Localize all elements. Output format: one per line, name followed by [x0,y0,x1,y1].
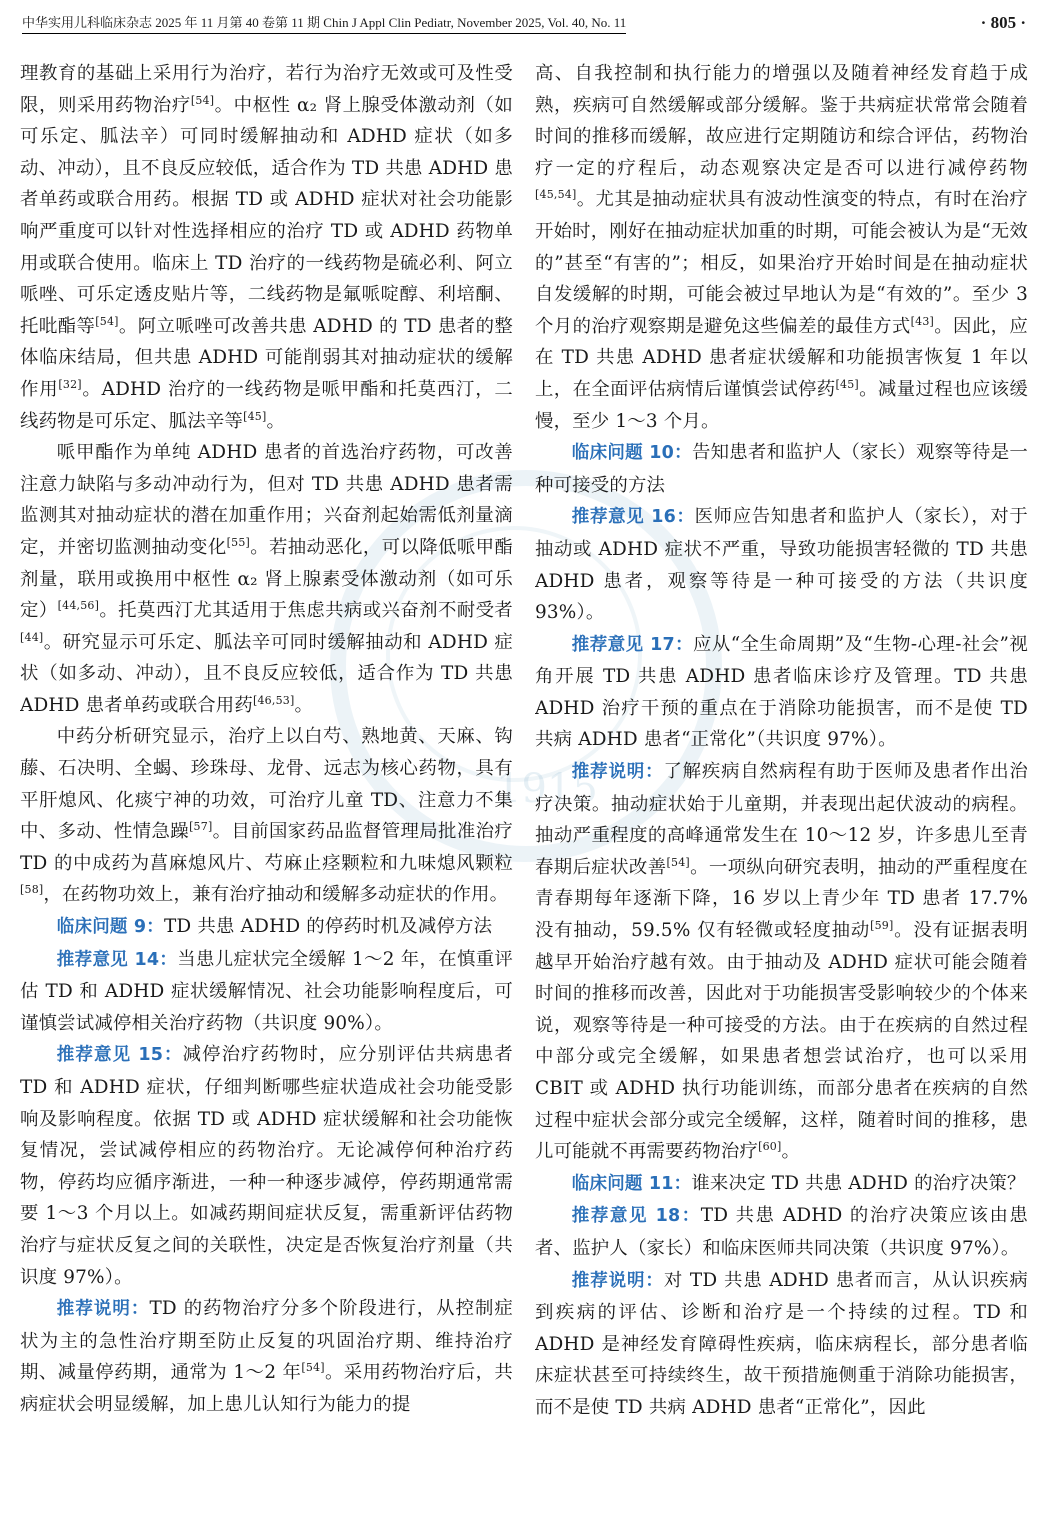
recommendation-text: TD 共患 ADHD 的治疗决策应该由患者、监护人（家长）和临床医师共同决策（共识度 97%）。 [535,1205,1028,1259]
text-run: 。一项纵向研究表明，抽动的严重程度在青春期每年逐渐下降，16 岁以上青少年 TD 患者 17.7% 没有抽动，59.5% 仅有轻微或轻度抽动 [535,856,1028,942]
text-run: 了解疾病自然病程有助于医师及患者作出治疗决策。抽动症状始于儿童期，并表现出起伏波动的病程。抽动严重程度的高峰通常发生在 10～12 岁，许多患儿至青春期后症状改善 [535,761,1028,878]
left-column [20,58,513,1520]
text-run: 哌甲酯作为单纯 ADHD 患者的首选治疗药物，可改善注意力缺陷与多动冲动行为，但对 TD 共患 ADHD 患者需监测其对抽动症状的潜在加重作用；兴奋剂起始需低剂量滴定，并密切监测抽动变化 [20,442,513,558]
citation-ref: [54] [301,1361,325,1375]
citation-ref: [54] [95,314,119,328]
text-run: 。研究显示可乐定、胍法辛可同时缓解抽动和 ADHD 症状（如多动、冲动），且不良反应较低，适合作为 TD 共患 ADHD 患者单药或联合用药 [20,631,513,716]
recommendation-15 [20,1039,513,1293]
citation-ref: [45] [835,377,859,391]
clinical-question-10 [535,437,1028,501]
recommendation-18 [535,1200,1028,1264]
recommendation-text: 当患儿症状完全缓解 1～2 年，在慎重评估 TD 和 ADHD 症状缓解情况、社会功能影响程度后，可谨慎尝试减停相关治疗药物（共识度 90%）。 [20,948,513,1034]
recommendation-label: 推荐意见 18： [571,1206,701,1227]
citation-ref: [57] [189,820,213,834]
citation-ref: [58] [20,883,44,897]
text-run: ，在药物功效上，兼有治疗抽动和缓解多动症状的作用。 [43,884,509,906]
text-run: 。目前国家药品监督管理局批准治疗 TD 的中成药为菖麻熄风片、芍麻止痉颗粒和九味熄风颗粒 [20,821,513,874]
text-run: 理教育的基础上采用行为治疗，若行为治疗无效或可及性受限，则采用药物治疗 [20,63,513,116]
question-text: TD 共患 ADHD 的停药时机及减停方法 [163,916,493,938]
recommendation-text: 应从“全生命周期”及“生物-心理-社会”视角开展 TD 共患 ADHD 患者临床诊疗及管理。TD 共患 ADHD 治疗干预的重点在于消除功能损害，而不是使 TD 共病 ADHD 患者“正常化”（共识度 97%）。 [535,633,1028,751]
recommendation-16 [535,501,1028,628]
text-run: 。 [266,410,286,432]
recommendation-text: 医师应告知患者和监护人（家长），对于抽动或 ADHD 症状不严重，导致功能损害轻微的 TD 共患 ADHD 患者，观察等待是一种可接受的方法（共识度 93%）。 [535,506,1028,624]
text-run: 。尤其是抽动症状具有波动性演变的特点，有时在治疗开始时，刚好在抽动症状加重的时期，可能会被认为是“无效的”甚至“有害的”；相反，如果治疗开始时间是在抽动症状自发缓解的时期，可能会被过早地认为是“有效的”。至少 3 个月的治疗观察期是避免这些偏差的最佳方式 [535,189,1028,337]
question-label: 临床问题 9： [56,917,164,938]
recommendation-14 [20,944,513,1040]
recommendation-label: 推荐意见 16： [571,507,695,528]
running-header [22,8,1026,38]
text-run: 。若抽动恶化，可以降低哌甲酯剂量，联用或换用中枢性 α₂ 肾上腺素受体激动剂（如可乐定） [20,536,513,622]
recommendation-label: 推荐意见 14： [56,949,178,970]
text-run: 。因此，应在 TD 共患 ADHD 患者症状缓解和功能损害恢复 1 年以上，在全面评估病情后谨慎尝试停药 [535,315,1028,400]
citation-ref: [45] [243,409,267,423]
question-label: 临床问题 10： [571,443,692,464]
paragraph-methylphenidate [20,437,513,721]
question-text: 告知患者和监护人（家长）观察等待是一种可接受的方法 [535,442,1028,496]
question-label: 临床问题 11： [571,1173,692,1194]
citation-ref: [32] [58,377,82,391]
clinical-question-11 [535,1168,1028,1201]
explanation-2 [535,756,1028,1168]
text-run: 。中枢性 α₂ 肾上腺受体激动剂（如可乐定、胍法辛）可同时缓解抽动和 ADHD 症状（如多动、冲动），且不良反应较低，适合作为 TD 共患 ADHD 患者单药或联合用药。根据 TD 或 ADHD 症状对社会功能影响严重度可以针对性选择相应的治疗 TD 或 ADHD 药物单用或联合使用。临床上 TD 治疗的一线药物是硫必利、阿立哌唑、可乐定透皮贴片等，二线药物是氟哌啶醇、利培酮、托吡酯等 [20,94,513,337]
text-run: 。没有证据表明越早开始治疗越有效。由于抽动及 ADHD 症状可能会随着时间的推移而改善，因此对于功能损害受影响较少的个体来说，观察等待是一种可接受的方法。由于在疾病的自然过程中部分或完全缓解，如果患者想尝试治疗，也可以采用 CBIT 或 ADHD 执行功能训练，而部分患者在疾病的自然过程中症状会部分或完全缓解，这样，随着时间的推移，患儿可能就不再需要药物治疗 [535,920,1028,1163]
journal-citation: 中华实用儿科临床杂志 2025 年 11 月第 40 卷第 11 期 Chin J Appl Clin Pediatr, November 2025, Vol. 40, No. 11 [22,12,626,34]
paragraph-continuation [535,58,1028,437]
paragraph-tcm [20,721,513,911]
citation-ref: [55] [226,535,251,549]
citation-ref: [54] [666,855,690,869]
text-run: TD 的药物治疗分多个阶段进行，从控制症状为主的急性治疗期至防止反复的巩固治疗期、维持治疗期、减量停药期，通常为 1～2 年 [20,1298,513,1384]
recommendation-label: 推荐意见 15： [56,1045,183,1066]
clinical-question-9 [20,911,513,944]
explanation-label: 推荐说明： [571,1270,664,1291]
text-run: 。采用药物治疗后，共病症状会明显缓解，加上患儿认知行为能力的提 [20,1362,513,1415]
citation-ref: [46,53] [252,693,295,707]
recommendation-text: 减停治疗药物时，应分别评估共病患者 TD 和 ADHD 症状，仔细判断哪些症状造成社会功能受影响及影响程度。依据 TD 或 ADHD 症状缓解和社会功能恢复情况，尝试减停相应的药物治疗。无论减停何种治疗药物，停药均应循序渐进，一种一种逐步减停，停药期通常需要 1～3 个月以上。如减药期间症状反复，需重新评估药物治疗与症状反复之间的关联性，决定是否恢复治疗剂量（共识度 97%）。 [20,1044,513,1288]
text-run: 。减量过程也应该缓慢，至少 1～3 个月。 [535,378,1028,432]
text-run: 。ADHD 治疗的一线药物是哌甲酯和托莫西汀，二线药物是可乐定、胍法辛等 [20,378,513,432]
explanation-3 [535,1265,1028,1424]
citation-ref: [44,56] [57,598,100,612]
explanation-label: 推荐说明： [571,762,664,783]
article-body [20,58,1028,1520]
watermark-year: 1915 [496,766,598,812]
text-run: 。 [294,694,314,716]
explanation-1 [20,1293,513,1420]
citation-ref: [45,54] [535,188,577,202]
citation-ref: [59] [870,918,894,932]
text-run: 高、自我控制和执行能力的增强以及随着神经发育趋于成熟，疾病可自然缓解或部分缓解。鉴于共病症状常常会随着时间的推移而缓解，故应进行定期随访和综合评估，药物治疗一定的疗程后，动态观察决定是否可以进行减停药物 [535,63,1028,179]
text-run: 。 [781,1141,801,1163]
citation-ref: [44] [20,630,44,644]
page-number: · 805 · [980,13,1026,32]
citation-ref: [54] [190,93,215,107]
recommendation-17 [535,629,1028,756]
citation-ref: [60] [758,1140,782,1154]
text-run: 。阿立哌唑可改善共患 ADHD 的 TD 患者的整体临床结局，但共患 ADHD 可能削弱其对抽动症状的缓解作用 [20,315,513,400]
recommendation-label: 推荐意见 17： [571,634,694,655]
paragraph-drug-options [20,58,513,437]
explanation-text: 对 TD 共患 ADHD 患者而言，从认识疾病到疾病的评估、诊断和治疗是一个持续的过程。TD 和 ADHD 是神经发育障碍性疾病，临床病程长，部分患者临床症状甚至可持续终生，故干预措施侧重于消除功能损害，而不是使 TD 共病 ADHD 患者“正常化”，因此 [535,1269,1028,1418]
text-run: 中药分析研究显示，治疗上以白芍、熟地黄、天麻、钩藤、石决明、全蝎、珍珠母、龙骨、远志为核心药物，具有平肝熄风、化痰宁神的功效，可治疗儿童 TD、注意力不集中、多动、性情急躁 [20,726,513,843]
citation-ref: [43] [910,314,935,328]
text-run: 。托莫西汀尤其适用于焦虑共病或兴奋剂不耐受者 [99,600,513,622]
explanation-label: 推荐说明： [56,1299,150,1320]
right-column [535,58,1028,1520]
question-text: 谁来决定 TD 共患 ADHD 的治疗决策？ [691,1172,1026,1194]
